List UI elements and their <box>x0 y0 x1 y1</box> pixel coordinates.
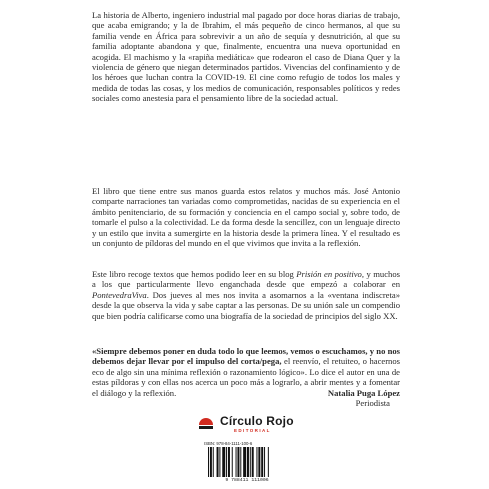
barcode-bar <box>222 447 225 477</box>
blog-title: Prisión en positivo <box>296 269 362 279</box>
barcode-bar <box>247 447 249 477</box>
paragraph-text-part: el reenvío, el retuiteo, o hacernos eco de algo sin una mínima reflexión o razonamiento lógico». Lo dice el autor en una de estas píldoras y con ellas nos acerca un poco más a lograrlo, a abrir mentes y a fomentar el diálogo y la reflexión. <box>92 356 400 398</box>
paragraph-text: El libro que tiene entre sus manos guarda estos relatos y muchos más. José Antonio comparte narraciones tan variadas como comprometidas, nacidas de su experiencia en el ámbito penitenciario, de su formación y conciencia en el campo social y, sobre todo, de tomarle el pulso a la colectividad. Le da forma desde la sencillez, con un lenguaje directo y un estilo que invita a sumergirte en la historia desde la primera línea. Y el resultado es un conjunto de píldoras del mundo en el que vivimos que invita a la reflexión. <box>92 186 400 249</box>
barcode-icon <box>208 447 286 477</box>
isbn-label: ISBN: 978-84-1111-100-6 <box>204 441 253 446</box>
barcode-bar <box>232 447 233 477</box>
publisher-subtitle: EDITORIAL <box>234 428 271 433</box>
signature-name: Natalia Puga López <box>327 388 400 398</box>
barcode-bar <box>268 447 269 477</box>
circulo-rojo-logo-icon <box>196 414 216 434</box>
barcode-bar <box>237 447 239 477</box>
author-quote: «Siempre debemos poner en duda todo lo que leemos, vemos o escuchamos, y no nos debemos dejar llevar por el impulso del corta/pega, <box>92 346 400 367</box>
signature-role: Periodista <box>355 398 390 409</box>
signature <box>260 388 400 409</box>
publisher-name: Círculo Rojo <box>220 414 294 428</box>
synopsis-paragraph-1 <box>92 10 400 104</box>
barcode-bar <box>240 447 241 477</box>
barcode-bar <box>226 447 227 477</box>
paragraph-text: La historia de Alberto, ingeniero industrial mal pagado por doce horas diarias de trabajo, que acaba emigrando; y la de Ibrahim, el más pequeño de cinco hermanos, al que su familia vende en África para sobrevivir a un año de sequía y desnutrición, al que su familia adoptante abandona y que, finalmente, encuentra una nueva oportunidad en acogida. El machismo y la «rapiña mediática» que rodearon el caso de Diana Quer y la violencia de género que niegan determinados partidos. Vivencias del confinamiento y de los héroes que luchan contra la COVID-19. El cine como refugio de todos los males y medida de todas las cosas, y los medios de comunicación, responsables políticos y redes sociales como anestesia para el pensamiento libre de la sociedad actual. <box>92 10 400 104</box>
barcode-bar <box>243 447 246 477</box>
barcode-bar <box>261 447 263 477</box>
barcode-bar <box>208 447 209 477</box>
paragraph-text-part: Este libro recoge textos que hemos podido leer en su blog <box>92 269 297 279</box>
barcode-bar <box>252 447 254 477</box>
barcode-bar <box>219 447 220 477</box>
barcode-bar <box>217 447 219 477</box>
publisher-logo <box>196 412 306 436</box>
barcode-number: 9 788411 111006 <box>225 478 269 483</box>
newspaper-title: PontevedraViva <box>92 289 147 300</box>
isbn-barcode <box>202 441 292 485</box>
synopsis-paragraph-2 <box>92 186 400 248</box>
paragraph-text-part: . Dos jueves al mes nos invita a asomarnos a la «ventana indiscreta» desde la que observa la vida y sabe captar a las personas. De su unión sale un compendio que bien podría calificarse como una biografía de la sociedad de principios del siglo XX. <box>92 289 400 321</box>
barcode-bar <box>256 447 257 477</box>
barcode-bar <box>236 447 237 477</box>
barcode-bar <box>213 447 214 477</box>
paragraph-text-part: , y muchos a los que particularmente llevo enganchada desde que empezó a colaborar en <box>92 269 400 290</box>
barcode-bar <box>264 447 265 477</box>
barcode-bar <box>250 447 251 477</box>
synopsis-paragraph-3 <box>92 269 400 321</box>
paragraph-text <box>92 269 400 321</box>
barcode-bar <box>228 447 230 477</box>
barcode-bar <box>210 447 212 477</box>
barcode-bar <box>258 447 260 477</box>
